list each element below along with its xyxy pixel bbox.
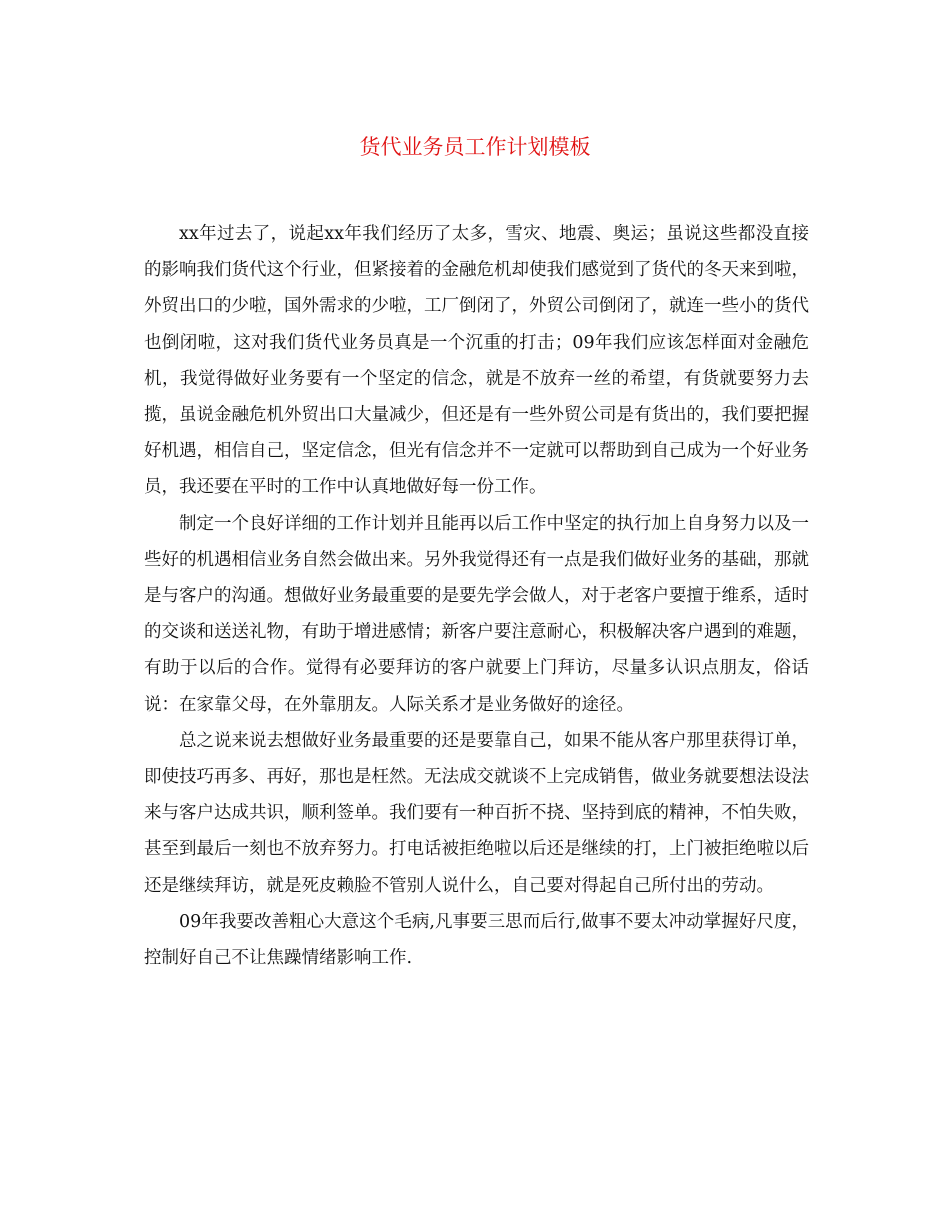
document-title: 货代业务员工作计划模板 [359,135,591,159]
paragraph-2: 制定一个良好详细的工作计划并且能再以后工作中坚定的执行加上自身努力以及一些好的机遇相信业务自然会做出来。另外我觉得还有一点是我们做好业务的基础，那就是与客户的沟通。想做好业务最重要的是要先学会做人，对于老客户要擅于维系，适时的交谈和送送礼物，有助于增进感情；新客户要注意耐心，积极解决客户遇到的难题，有助于以后的合作。觉得有必要拜访的客户就要上门拜访，尽量多认识点朋友，俗话说：在家靠父母，在外靠朋友。人际关系才是业务做好的途径。 [144,513,809,715]
paragraph-4: 09年我要改善粗心大意这个毛病,凡事要三思而后行,做事不要太冲动掌握好尺度，控制好自己不让焦躁情绪影响工作. [144,911,809,969]
paragraph-3: 总之说来说去想做好业务最重要的还是要靠自己，如果不能从客户那里获得订单，即使技巧再多、再好，那也是枉然。无法成交就谈不上完成销售，做业务就要想法设法来与客户达成共识，顺利签单。我们要有一种百折不挠、坚持到底的精神，不怕失败，甚至到最后一刻也不放弃努力。打电话被拒绝啦以后还是继续的打，上门被拒绝啦以后还是继续拜访，就是死皮赖脸不管别人说什么，自己要对得起自己所付出的劳动。 [144,730,809,896]
paragraph-1: xx年过去了，说起xx年我们经历了太多，雪灾、地震、奥运；虽说这些都没直接的影响我们货代这个行业，但紧接着的金融危机却使我们感觉到了货代的冬天来到啦，外贸出口的少啦，国外需求的少啦，工厂倒闭了，外贸公司倒闭了，就连一些小的货代也倒闭啦，这对我们货代业务员真是一个沉重的打击；09年我们应该怎样面对金融危机，我觉得做好业务要有一个坚定的信念，就是不放弃一丝的希望，有货就要努力去揽，虽说金融危机外贸出口大量减少，但还是有一些外贸公司是有货出的，我们要把握好机遇，相信自己，坚定信念，但光有信念并不一定就可以帮助到自己成为一个好业务员，我还要在平时的工作中认真地做好每一份工作。 [144,224,809,498]
document-body [144,216,809,976]
